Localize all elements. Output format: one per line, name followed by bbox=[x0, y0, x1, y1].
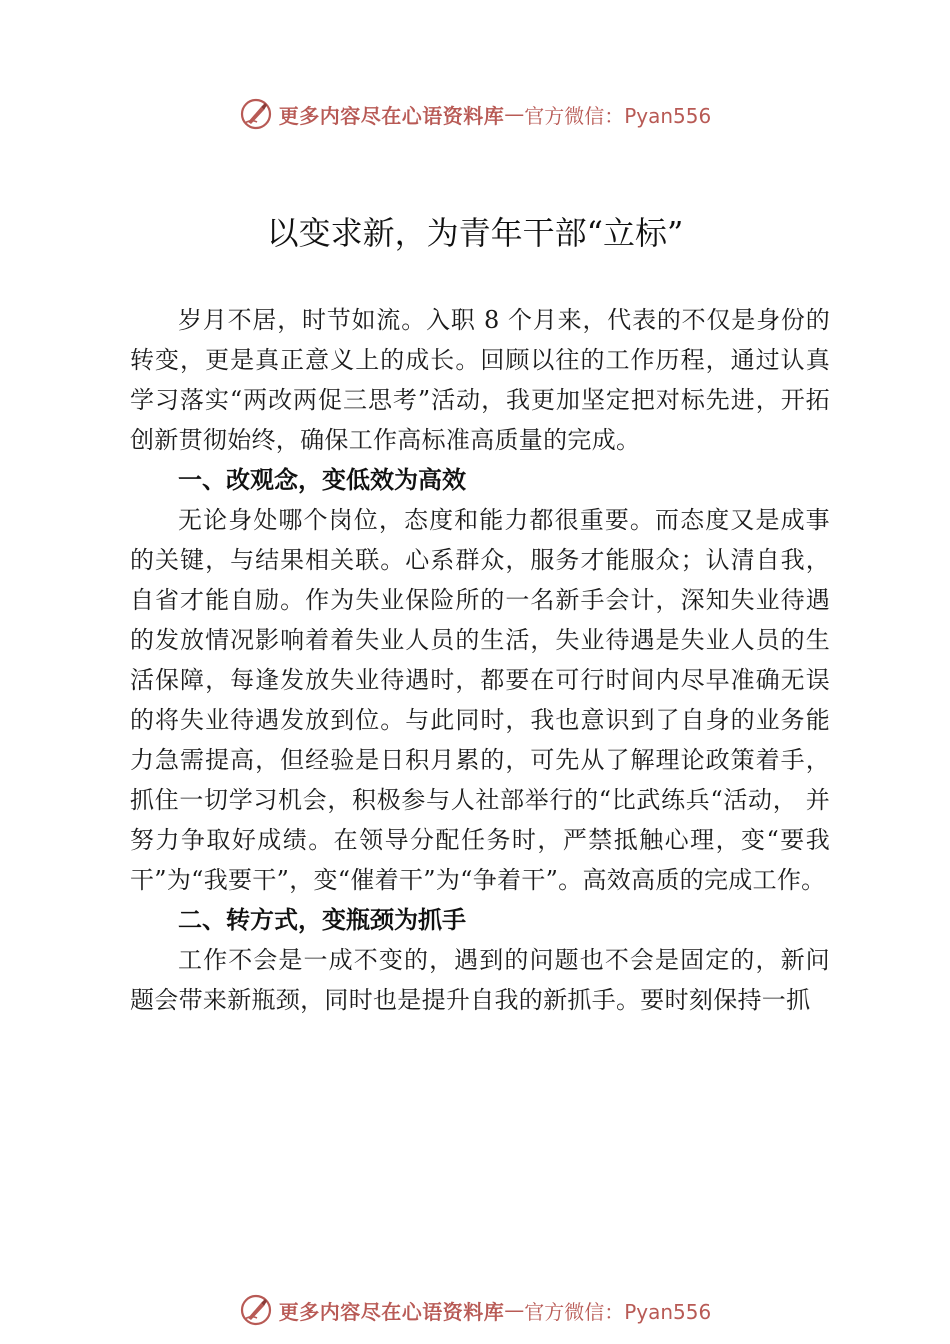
footer-watermark bbox=[0, 1290, 950, 1330]
section-2-heading: 二、转方式，变瓶颈为抓手 bbox=[178, 906, 466, 934]
pen-circle-icon bbox=[239, 97, 273, 131]
section-1-heading: 一、改观念，变低效为高效 bbox=[178, 466, 466, 494]
watermark-separator: — bbox=[504, 102, 525, 126]
watermark-separator: — bbox=[504, 1298, 525, 1322]
watermark-text: 更多内容尽在心语资料库 bbox=[278, 1299, 505, 1324]
pen-circle-icon bbox=[239, 1293, 273, 1327]
watermark-contact: 官方微信：Pyan556 bbox=[524, 103, 712, 128]
page-title: 以变求新，为青年干部“立标” bbox=[266, 214, 684, 252]
watermark-contact: 官方微信：Pyan556 bbox=[524, 1299, 712, 1324]
section-2-paragraph: 工作不会是一成不变的，遇到的问题也不会是固定的，新问题会带来新瓶颈，同时也是提升自我的新抓手。要时刻保持一抓 bbox=[130, 946, 830, 1014]
watermark-text: 更多内容尽在心语资料库 bbox=[278, 103, 505, 128]
intro-paragraph: 岁月不居，时节如流。入职 8 个月来，代表的不仅是身份的转变，更是真正意义上的成长。回顾以往的工作历程，通过认真学习落实“两改两促三思考”活动，我更加坚定把对标先进，开拓创新贯彻始终，确保工作高标准高质量的完成。 bbox=[130, 306, 830, 454]
document-body bbox=[130, 300, 830, 1020]
header-watermark bbox=[0, 94, 950, 134]
section-1-paragraph: 无论身处哪个岗位，态度和能力都很重要。而态度又是成事的关键，与结果相关联。心系群众，服务才能服众；认清自我，自省才能自励。作为失业保险所的一名新手会计，深知失业待遇的发放情况影响着着失业人员的生活，失业待遇是失业人员的生活保障，每逢发放失业待遇时，都要在可行时间内尽早准确无误的将失业待遇发放到位。与此同时，我也意识到了自身的业务能力急需提高，但经验是日积月累的，可先从了解理论政策着手， 抓住一切学习机会，积极参与人社部举行的“比武练兵“活动， 并努力争取好成绩。在领导分配任务时，严禁抵触心理，变“要我干”为“我要干”，变“催着干”为“争着干”。高效高质的完成工作。 bbox=[130, 506, 830, 894]
